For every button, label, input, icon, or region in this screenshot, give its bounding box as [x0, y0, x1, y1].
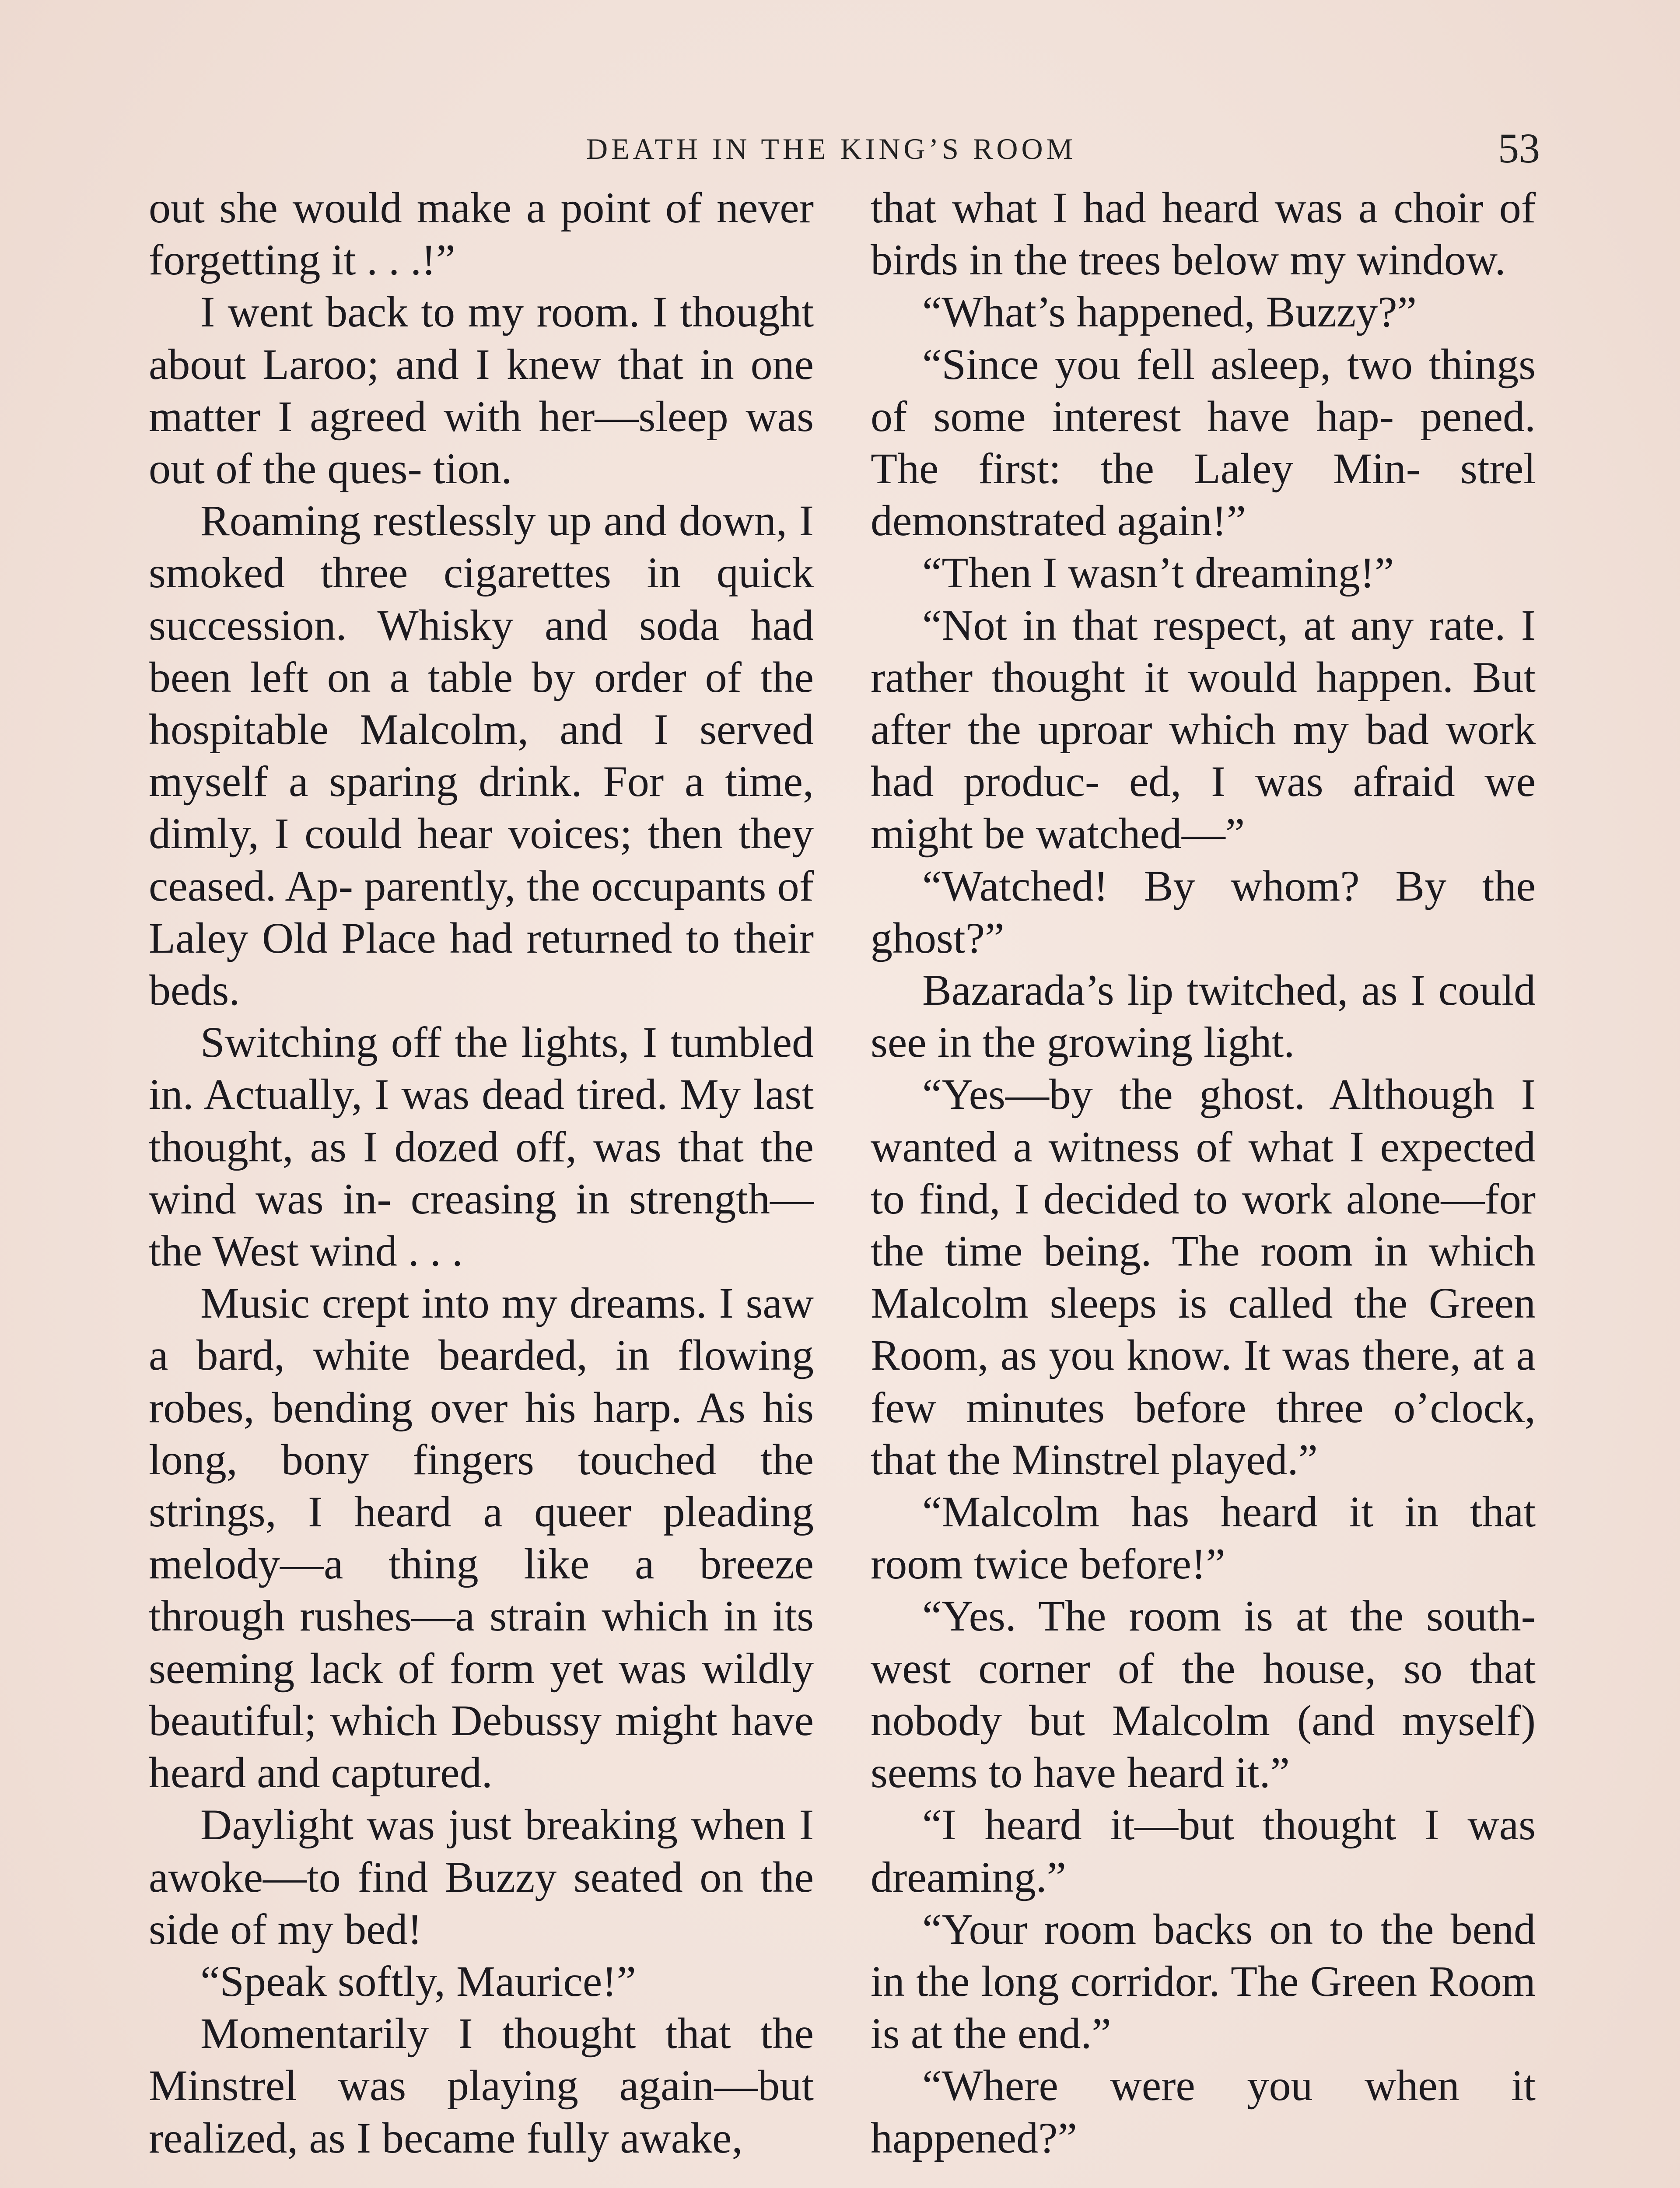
paragraph: “Yes. The room is at the south-west corner of the house, so that nobody but Malcolm (and myself) seems to have heard it.” [871, 1592, 1536, 1797]
right-text-column [871, 182, 1536, 2164]
paragraph: Bazarada’s lip twitched, as I could see in the growing light. [871, 966, 1536, 1067]
paragraph: “Yes—by the ghost. Although I wanted a witness of what I expected to find, I decided to work alone—for the time being. The room in which Malcolm sleeps is called the Green Room, as you know. It was there, at a few minutes before three o’clock, that the Minstrel played.” [871, 1070, 1536, 1484]
page-number: 53 [1498, 125, 1540, 172]
running-title: DEATH IN THE KING’S ROOM [586, 132, 1077, 165]
paragraph: “What’s happened, Buzzy?” [922, 288, 1417, 337]
paragraph: “I heard it—but thought I was dreaming.” [871, 1800, 1536, 1901]
paragraph: “Since you fell asleep, two things of some interest have hap- pened. The first: the Laley Min- strel demonstrated again!” [871, 340, 1536, 545]
paragraph: “Speak softly, Maurice!” [200, 1957, 636, 2006]
paragraph: Roaming restlessly up and down, I smoked three cigarettes in quick succession. Whisky and soda had been left on a table by order of the hospitable Malcolm, and I served myself a sparing drink. For a time, dimly, I could hear voices; then they ceased. Ap- parently, the occupants of Laley Old Place had returned to their beds. [149, 496, 814, 1015]
paragraph: Music crept into my dreams. I saw a bard, white bearded, in flowing robes, bending over his harp. As his long, bony fingers touched the strings, I heard a queer pleading melody—a thing like a breeze through rushes—a strain which in its seeming lack of form yet was wildly beautiful; which Debussy might have heard and captured. [149, 1279, 814, 1797]
left-text-column [149, 182, 814, 2164]
paragraph: “Not in that respect, at any rate. I rather thought it would happen. But after the uproar which my bad work had produc- ed, I was afraid we might be watched—” [871, 600, 1536, 858]
paragraph: out she would make a point of never forgetting it . . .!” [149, 183, 814, 284]
paragraph: “Your room backs on to the bend in the long corridor. The Green Room is at the end.” [871, 1904, 1536, 2058]
paragraph: “Then I wasn’t dreaming!” [922, 548, 1394, 597]
paragraph: “Where were you when it happened?” [871, 2061, 1536, 2162]
running-head [149, 127, 1540, 175]
paragraph: I went back to my room. I thought about Laroo; and I knew that in one matter I agreed with her—sleep was out of the ques- tion. [149, 288, 814, 493]
paragraph: that what I had heard was a choir of birds in the trees below my window. [871, 183, 1536, 284]
paragraph: Switching off the lights, I tumbled in. Actually, I was dead tired. My last thought, as I dozed off, was that the wind was in- creasing in strength—the West wind . . . [149, 1018, 814, 1276]
paragraph: “Malcolm has heard it in that room twice before!” [871, 1487, 1536, 1588]
paragraph: Momentarily I thought that the Minstrel was playing again—but realized, as I became fully awake, [149, 2009, 814, 2162]
paragraph: Daylight was just breaking when I awoke—to find Buzzy seated on the side of my bed! [149, 1800, 814, 1953]
paragraph: “Watched! By whom? By the ghost?” [871, 861, 1536, 962]
